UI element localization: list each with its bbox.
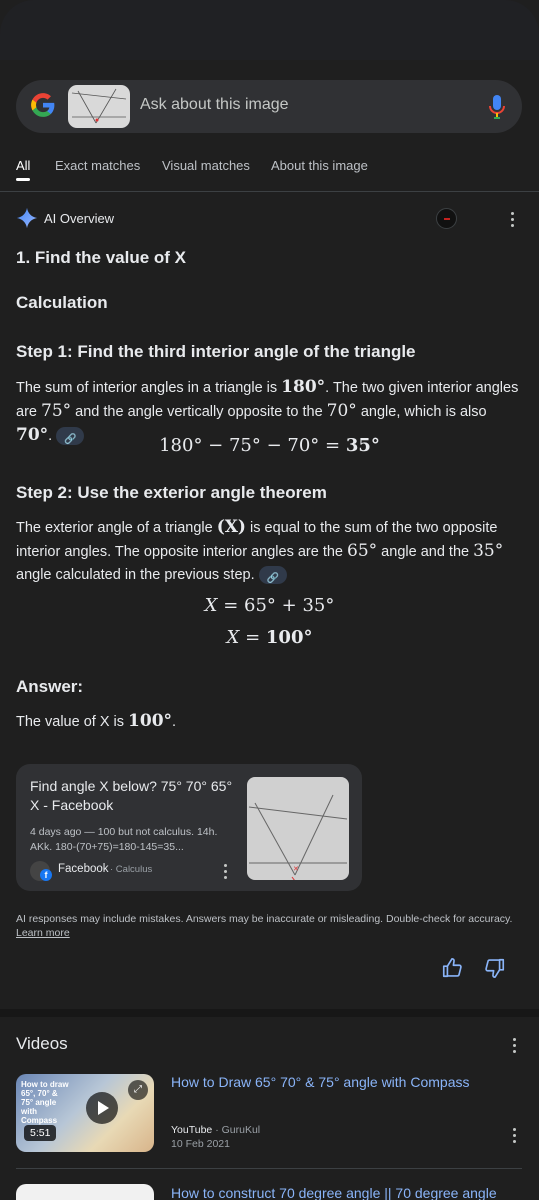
source-favicon-icon[interactable] <box>436 208 457 229</box>
eq1-lhs: X <box>204 595 218 616</box>
answer-value: 100° <box>128 711 173 731</box>
source-card-title[interactable]: Find angle X below? 75° 70° 65° X - Facebook <box>30 778 233 813</box>
answer-heading: Answer: <box>16 677 84 696</box>
facebook-icon <box>30 861 50 881</box>
tab-visual-matches[interactable]: Visual matches <box>162 158 250 173</box>
step2-equation-2 <box>0 627 539 648</box>
disclaimer-text: AI responses may include mistakes. Answers may be inaccurate or misleading. Double-check for accuracy. <box>16 913 513 925</box>
step2-text-d: angle calculated in the previous step. <box>16 567 255 583</box>
step2-text <box>16 516 526 587</box>
answer-text <box>16 710 526 734</box>
eq2-result: 100° <box>265 627 313 648</box>
ai-overview-header <box>16 208 522 230</box>
play-icon[interactable] <box>86 1092 118 1124</box>
citation-link-icon[interactable] <box>259 566 287 584</box>
active-tab-indicator <box>16 178 30 181</box>
value-x: (X) <box>216 517 246 537</box>
thumbs-up-icon[interactable] <box>441 957 463 979</box>
video-platform: YouTube <box>171 1124 213 1136</box>
video-channel: · GuruKul <box>215 1124 261 1136</box>
search-input[interactable]: Ask about this image <box>140 96 289 113</box>
status-bar-area <box>0 0 539 60</box>
answer-end: . <box>172 714 177 730</box>
video-title-2[interactable]: How to construct 70 degree angle || 70 degree angle <box>171 1185 497 1200</box>
query-image-thumbnail[interactable] <box>68 85 130 128</box>
equation-lhs: 180° − 75° − 70° = <box>159 435 346 456</box>
step2-text-a: The exterior angle of a triangle <box>16 520 217 536</box>
value-180: 180° <box>281 377 326 397</box>
value-75: 75° <box>41 401 72 421</box>
step2-equation-1 <box>0 595 539 616</box>
microphone-icon[interactable] <box>485 93 509 121</box>
video-source <box>171 1124 260 1136</box>
video-duration: 5:51 <box>24 1125 56 1141</box>
equation-result: 35° <box>345 435 380 456</box>
eq1-rhs: = 65° + 35° <box>217 595 335 616</box>
source-card[interactable] <box>16 764 362 891</box>
step2-heading: Step 2: Use the exterior angle theorem <box>16 483 327 502</box>
value-65: 65° <box>347 541 378 561</box>
calculation-heading: Calculation <box>16 293 108 312</box>
step1-equation <box>0 435 539 456</box>
step1-text-b: . The two given interior angles are <box>16 380 519 420</box>
step1-text-c: and the angle vertically opposite to the <box>71 404 327 420</box>
result-tabs <box>0 150 539 192</box>
google-logo-icon <box>30 92 56 118</box>
gemini-sparkle-icon <box>16 207 38 229</box>
expand-icon[interactable]: ⤢ <box>128 1080 148 1100</box>
tab-about-this-image[interactable]: About this image <box>271 158 368 173</box>
video-thumbnail-text: How to draw 65°, 70° & 75° angle with Compass <box>21 1080 69 1125</box>
video-date: 10 Feb 2021 <box>171 1138 230 1150</box>
videos-heading: Videos <box>16 1034 68 1053</box>
source-category: · Calculus <box>110 864 153 875</box>
ai-overview-title: AI Overview <box>44 211 115 226</box>
ai-disclaimer <box>16 912 526 940</box>
video-divider <box>16 1168 522 1169</box>
value-35: 35° <box>473 541 504 561</box>
video-thumbnail[interactable] <box>16 1074 154 1152</box>
card-more-options-icon[interactable] <box>224 864 228 880</box>
tab-exact-matches[interactable]: Exact matches <box>55 158 141 173</box>
svg-text:✕: ✕ <box>293 865 299 873</box>
answer-text-lead: The value of X is <box>16 714 129 730</box>
section-divider <box>0 1009 539 1017</box>
eq2-equals: = <box>239 627 266 648</box>
ai-heading: 1. Find the value of X <box>16 248 187 267</box>
step2-text-b: is equal to the sum of the two opposite interior angles. The opposite interior angles are the <box>16 520 498 560</box>
triangle-figure-icon <box>68 85 130 128</box>
video-more-options-icon[interactable] <box>513 1128 517 1144</box>
source-card-snippet: 4 days ago — 100 but not calculus. 14h. AKk. 180-(70+75)=180-145=35... <box>30 826 218 853</box>
source-card-source <box>30 861 240 881</box>
more-options-icon[interactable] <box>511 212 515 228</box>
video-thumbnail-2[interactable] <box>16 1184 154 1200</box>
value-70-bold: 70° <box>16 425 49 445</box>
step1-text-a: The sum of interior angles in a triangle is <box>16 380 282 396</box>
triangle-diagram-icon <box>247 777 349 880</box>
value-70: 70° <box>326 401 357 421</box>
source-card-image[interactable] <box>247 777 349 880</box>
learn-more-link[interactable]: Learn more <box>16 927 70 939</box>
videos-more-options-icon[interactable] <box>513 1038 517 1054</box>
step1-text-d: angle, which is also <box>356 404 487 420</box>
step1-text-e: . <box>48 428 53 444</box>
video-title[interactable]: How to Draw 65° 70° & 75° angle with Compass <box>171 1074 470 1090</box>
step2-text-c: angle and the <box>377 544 474 560</box>
eq2-lhs: X <box>226 627 240 648</box>
tab-all[interactable]: All <box>16 158 31 173</box>
thumbs-down-icon[interactable] <box>484 957 506 979</box>
search-bar[interactable] <box>16 80 522 133</box>
step1-heading: Step 1: Find the third interior angle of the triangle <box>16 342 416 361</box>
source-name: Facebook <box>58 863 109 875</box>
